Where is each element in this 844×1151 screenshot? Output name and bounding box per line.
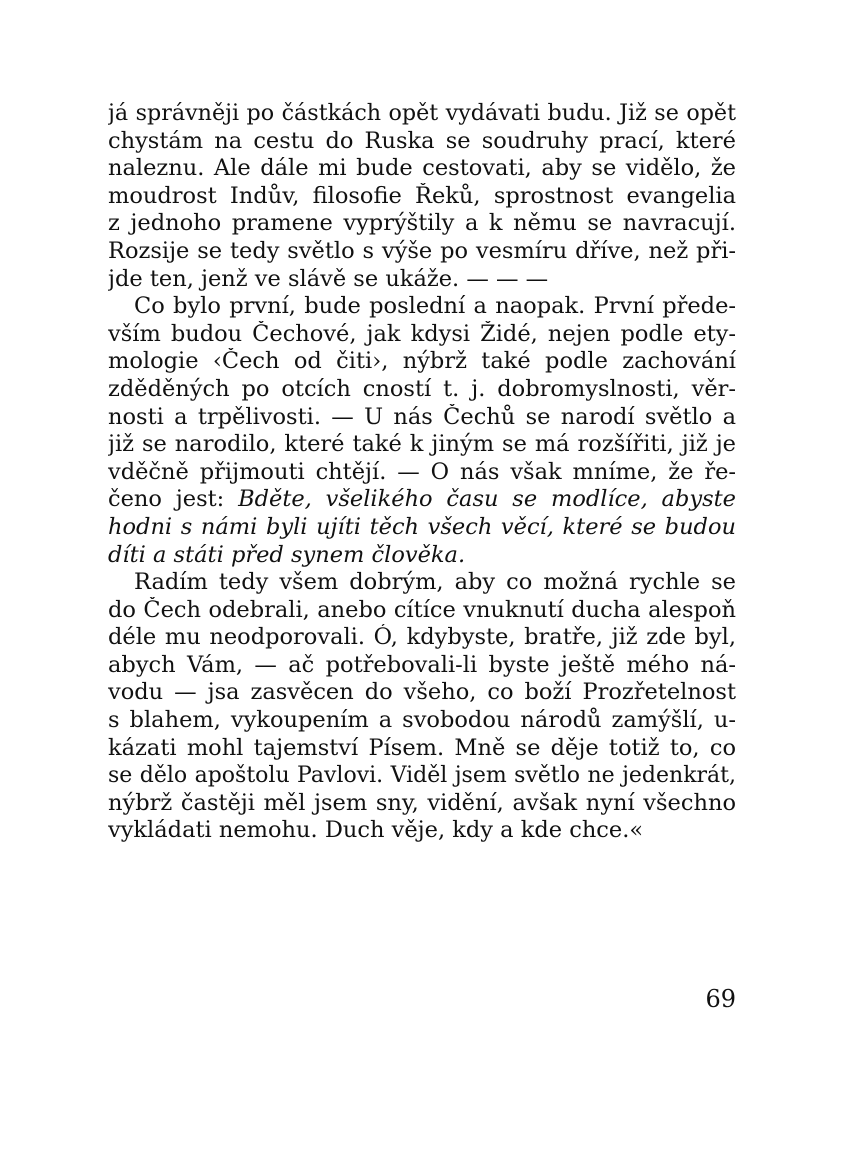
text-line-18: Radím tedy všem dobrým, aby co možná rychle se: [134, 569, 736, 596]
text-line-14: vděčně přijmouti chtějí. — O nás však mníme, že ře-: [108, 458, 736, 485]
text-line-2: chystám na cestu do Ruska se soudruhy prací, které: [108, 127, 736, 154]
text-line-13: již se narodilo, které také k jiným se má rozšířiti, již je: [108, 431, 736, 458]
text-line-8: Co bylo první, bude poslední a naopak. První přede-: [134, 293, 736, 320]
text-line-24: kázati mohl tajemství Písem. Mně se děje totiž to, co: [108, 734, 736, 761]
text-line-27: vykládati nemohu. Duch věje, kdy a kde chce.«: [108, 817, 644, 844]
page-number: 69: [705, 985, 736, 1013]
text-line-9: vším budou Čechové, jak kdysi Židé, nejen podle ety-: [108, 320, 736, 347]
text-line-12: nosti a trpělivosti. — U nás Čechů se narodí světlo a: [108, 403, 736, 430]
text-line-19: do Čech odebrali, anebo cítíce vnuknutí ducha alespoň: [108, 596, 736, 623]
text-line-26: nýbrž častěji měl jsem sny, vidění, avšak nyní všechno: [108, 789, 736, 816]
text-line-15-start: čeno jest:: [108, 486, 239, 513]
text-line-10: mologie ‹Čech od čiti›, nýbrž také podle zachování: [108, 348, 736, 375]
text-line-3: naleznu. Ale dále mi bude cestovati, aby se vidělo, že: [108, 155, 736, 182]
text-line-20: déle mu neodporovali. Ó, kdybyste, bratře, již zde byl,: [108, 624, 736, 651]
text-line-23: s blahem, vykoupením a svobodou národů zamýšlí, u-: [108, 707, 736, 734]
text-line-22: vodu — jsa zasvěcen do všeho, co boží Prozřetelnost: [108, 679, 736, 706]
text-line-17: díti a státi před synem člověka.: [108, 541, 466, 568]
text-line-11: zděděných po otcích cností t. j. dobromyslnosti, věr-: [108, 375, 736, 402]
text-line-15-italic: Bděte, všelikého času se modlíce, abyste: [238, 486, 736, 513]
text-line-5: z jednoho pramene vyprýštily a k němu se navracují.: [108, 210, 736, 237]
text-line-4: moudrost Indův, filosofie Řeků, sprostnost evangelia: [108, 182, 736, 209]
text-line-6: Rozsije se tedy světlo s výše po vesmíru dříve, než při-: [108, 237, 736, 264]
body-text: [108, 100, 736, 845]
text-line-7: jde ten, jenž ve slávě se ukáže. — — —: [108, 265, 549, 292]
text-line-21: abych Vám, — ač potřebovali-li byste ještě mého ná-: [108, 651, 736, 678]
text-line-25: se dělo apoštolu Pavlovi. Viděl jsem světlo ne jedenkrát,: [108, 763, 736, 789]
text-line-1: já správněji po částkách opět vydávati budu. Již se opět: [108, 100, 736, 126]
text-line-15: [108, 486, 736, 514]
text-line-16: hodni s námi byli ujíti těch všech věcí, které se budou: [108, 513, 736, 540]
